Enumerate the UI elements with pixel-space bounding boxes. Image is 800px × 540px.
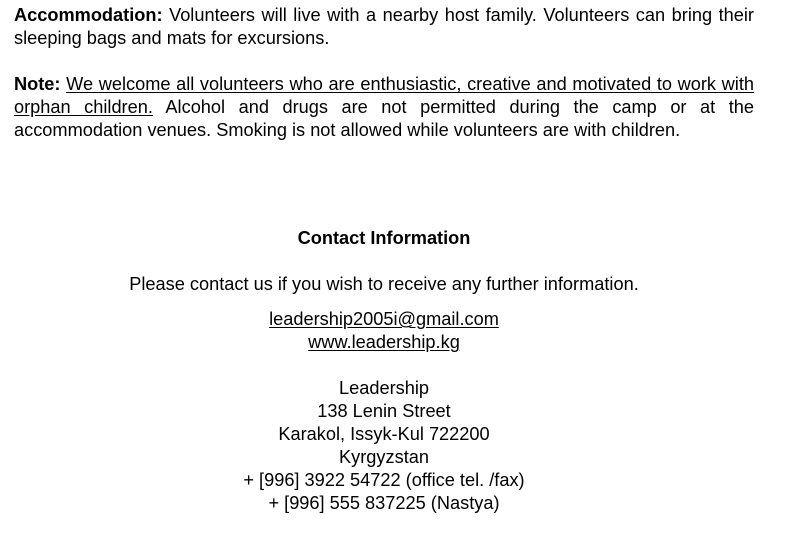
contact-title: Contact Information <box>297 228 471 248</box>
address-organization: Leadership <box>339 378 429 398</box>
note-paragraph <box>14 73 754 142</box>
accommodation-text: Volunteers will live with a nearby host family. Volunteers can bring their sleeping bags and mats for excursions. <box>14 5 754 48</box>
note-underlined-text: We welcome all volunteers who are enthusiastic, creative and motivated to work with orphan children. <box>14 74 754 117</box>
note-label: Note: <box>14 74 61 94</box>
contact-links <box>14 308 754 354</box>
address-city: Karakol, Issyk-Kul 722200 <box>278 424 490 444</box>
address-street: 138 Lenin Street <box>317 401 451 421</box>
contact-intro: Please contact us if you wish to receive any further information. <box>129 274 639 294</box>
email-link[interactable]: leadership2005i@gmail.com <box>269 309 499 329</box>
mobile-phone: + [996] 555 837225 (Nastya) <box>268 493 500 513</box>
body-text <box>14 4 754 142</box>
accommodation-label: Accommodation: <box>14 5 163 25</box>
website-link[interactable]: www.leadership.kg <box>308 332 460 352</box>
address-country: Kyrgyzstan <box>339 447 429 467</box>
office-phone: + [996] 3922 54722 (office tel. /fax) <box>243 470 525 490</box>
note-text: Alcohol and drugs are not permitted during the camp or at the accommodation venues. Smoking is not allowed while volunteers are with children. <box>14 97 754 140</box>
accommodation-paragraph <box>14 4 754 50</box>
contact-address <box>14 377 754 515</box>
paragraph-spacer <box>14 50 754 73</box>
